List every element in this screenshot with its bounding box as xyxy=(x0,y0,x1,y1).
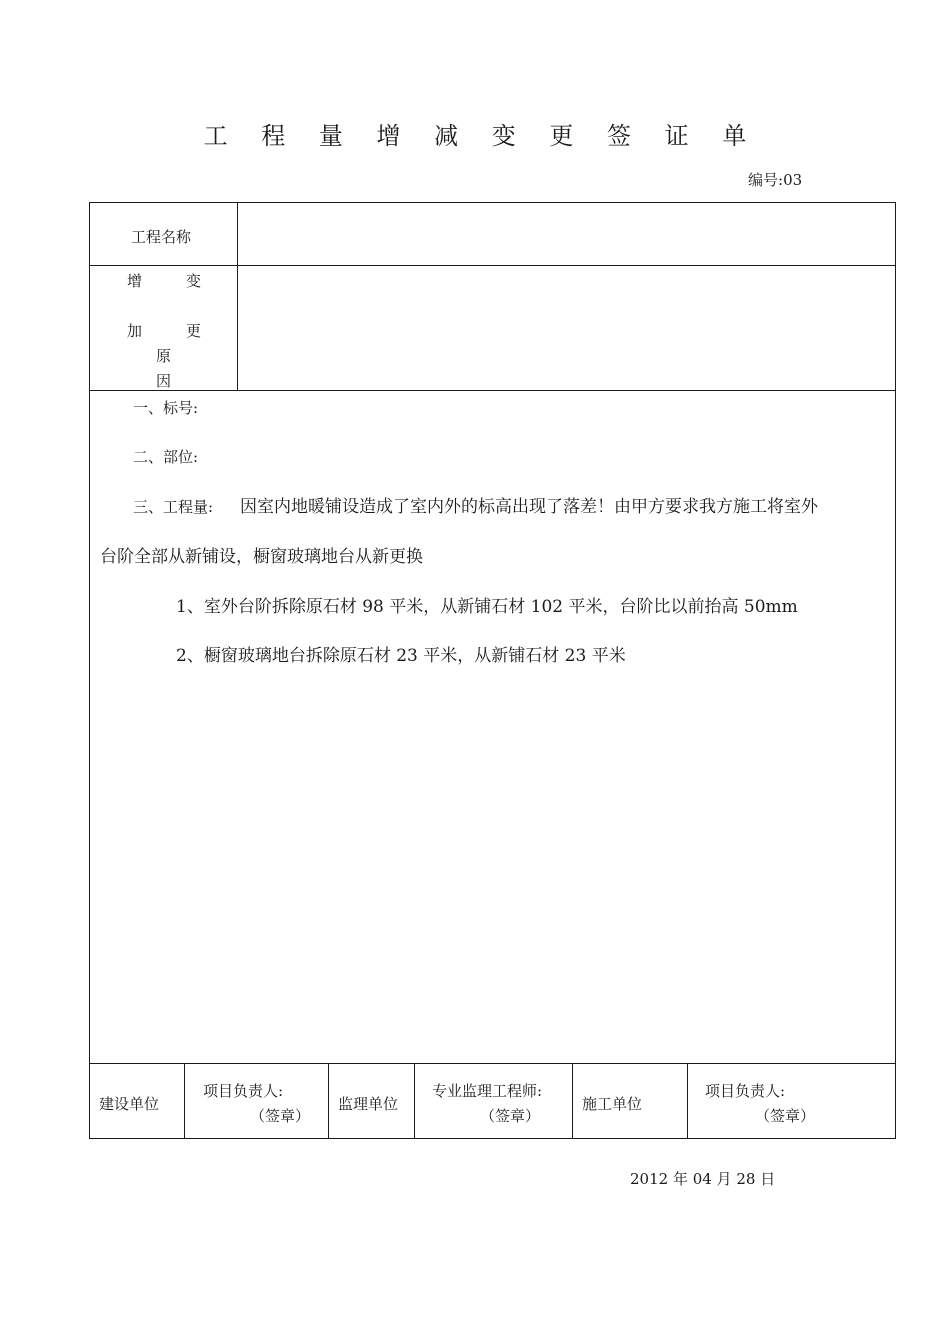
reason-char-4: 更 xyxy=(186,322,202,340)
builder-seal: （签章） xyxy=(250,1107,311,1125)
reason-char-1: 增 xyxy=(127,272,143,290)
serial-number xyxy=(748,169,802,190)
serial-value: 03 xyxy=(783,171,803,189)
contractor-person-label: 项目负责人: xyxy=(705,1082,786,1100)
sig-divider-1 xyxy=(184,1063,185,1139)
supervisor-unit-label: 监理单位 xyxy=(338,1095,399,1113)
sig-divider-2 xyxy=(328,1063,329,1139)
table-border-bottom xyxy=(89,1138,896,1139)
reason-char-2: 变 xyxy=(186,272,202,290)
detail-2: 2、橱窗玻璃地台拆除原石材 23 平米，从新铺石材 23 平米 xyxy=(176,646,626,666)
item-biaohao: 一、标号: xyxy=(133,399,199,417)
table-border-left xyxy=(89,202,90,1139)
item-gongchengliang-line1: 因室内地暖铺设造成了室内外的标高出现了落差！由甲方要求我方施工将室外 xyxy=(240,497,818,517)
sig-divider-5 xyxy=(687,1063,688,1139)
table-divider-row3 xyxy=(89,1063,896,1064)
project-name-label: 工程名称 xyxy=(131,228,192,246)
item-gongchengliang-label: 三、工程量: xyxy=(133,498,214,516)
sig-divider-4 xyxy=(572,1063,573,1139)
reason-char-6: 因 xyxy=(156,372,172,390)
table-border-top xyxy=(89,202,896,203)
serial-label: 编号: xyxy=(748,171,784,189)
sig-divider-3 xyxy=(414,1063,415,1139)
reason-char-3: 加 xyxy=(127,322,143,340)
builder-unit-label: 建设单位 xyxy=(99,1095,160,1113)
reason-char-5: 原 xyxy=(156,347,172,365)
detail-1: 1、室外台阶拆除原石材 98 平米，从新铺石材 102 平米，台阶比以前抬高 50mm xyxy=(176,597,798,617)
supervisor-seal: （签章） xyxy=(480,1107,541,1125)
supervisor-person-label: 专业监理工程师: xyxy=(432,1082,543,1100)
item-gongchengliang-line2: 台阶全部从新铺设，橱窗玻璃地台从新更换 xyxy=(100,547,423,567)
page-title: 工 程 量 增 减 变 更 签 证 单 xyxy=(203,122,760,150)
contractor-seal: （签章） xyxy=(755,1107,816,1125)
contractor-unit-label: 施工单位 xyxy=(582,1095,643,1113)
table-label-divider xyxy=(237,202,238,391)
builder-person-label: 项目负责人: xyxy=(203,1082,284,1100)
document-date: 2012 年 04 月 28 日 xyxy=(630,1170,776,1188)
item-buwei: 二、部位: xyxy=(133,448,199,466)
table-divider-row1 xyxy=(89,265,896,266)
table-divider-row2 xyxy=(89,390,896,391)
table-border-right xyxy=(895,202,896,1139)
